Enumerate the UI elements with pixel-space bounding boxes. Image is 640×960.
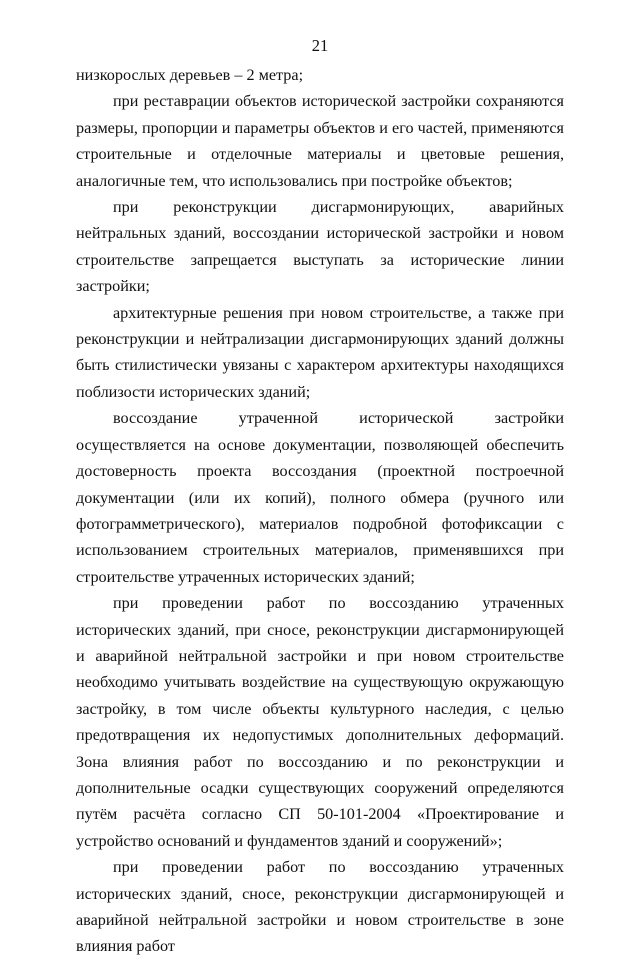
- paragraph-building-lines: при реконструкции дисгармонирующих, аварийных нейтральных зданий, воссоздании исторической застройки и новом строительстве запрещается выступать за исторические линии застройки;: [76, 198, 564, 296]
- paragraph-restoration: при реставрации объектов исторической застройки сохраняются размеры, пропорции и параметры объектов и его частей, применяются строительные и отделочные материалы и цветовые решения, аналогичные тем, что использовались при постройке объектов;: [76, 92, 564, 190]
- paragraph-continuation: низкорослых деревьев – 2 метра;: [76, 66, 304, 84]
- paragraph-impact-assessment: при проведении работ по воссозданию утраченных исторических зданий, при сносе, реконструкции дисгармонирующей и аварийной нейтральной застройки и при новом строительстве необходимо учитывать воздействие на существующую окружающую застройку, в том числе объекты культурного наследия, с целью предотвращения их недопустимых дополнительных деформаций. Зона влияния работ по воссозданию и по реконструкции и дополнительные осадки существующих сооружений определяются путём расчёта согласно СП 50-101-2004 «Проектирование и устройство оснований и фундаментов зданий и сооружений»;: [76, 594, 564, 850]
- paragraph-architectural-solutions: архитектурные решения при новом строительстве, а также при реконструкции и нейтрализации дисгармонирующих зданий должны быть стилистически увязаны с характером архитектуры находящихся поблизости исторических зданий;: [76, 303, 564, 401]
- body-text: [76, 62, 564, 960]
- paragraph-influence-zone: при проведении работ по воссозданию утраченных исторических зданий, сносе, реконструкции дисгармонирующей и аварийной нейтральной застройки и новом строительстве в зоне влияния работ: [76, 858, 564, 956]
- page-number: 21: [311, 36, 329, 55]
- paragraph-reconstruction-documentation: воссоздание утраченной исторической застройки осуществляется на основе документации, позволяющей обеспечить достоверность проекта воссоздания (проектной построечной документации (или их копий), полного обмера (ручного или фотограмметрического), материалов подробной фотофиксации с использованием строительных материалов, применявшихся при строительстве утраченных исторических зданий;: [76, 409, 564, 586]
